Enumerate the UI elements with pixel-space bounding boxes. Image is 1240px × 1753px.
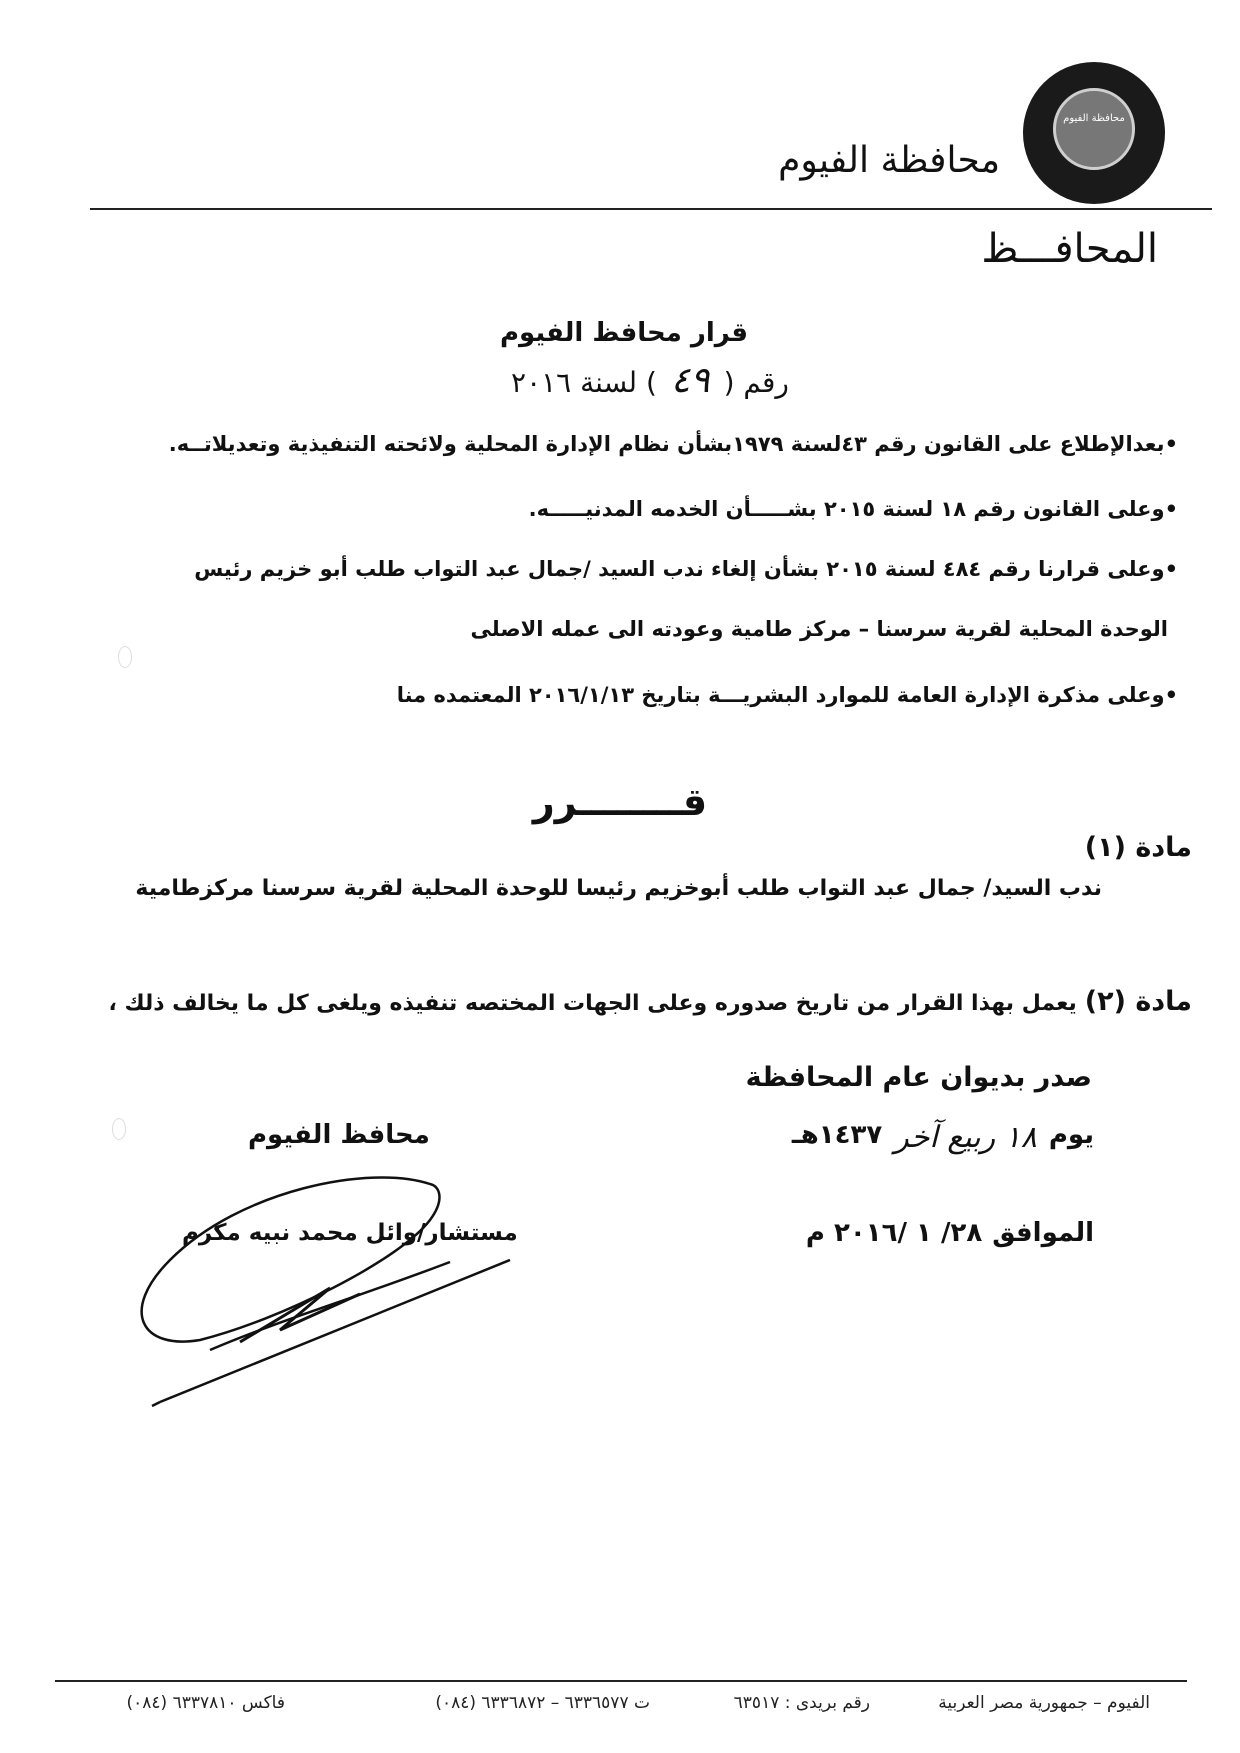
signatory-name: مستشار/وائل محمد نبيه مكرم xyxy=(182,1220,518,1246)
office-title: المحافـــظ xyxy=(981,226,1158,272)
hijri-year: ١٤٣٧هـ xyxy=(791,1120,883,1150)
governorate-seal-logo xyxy=(1023,62,1165,204)
handwritten-signature xyxy=(130,1170,530,1420)
scan-hole-mark xyxy=(118,646,132,668)
article-2-text: يعمل بهذا القرار من تاريخ صدوره وعلى الجهات المختصه تنفيذه ويلغى كل ما يخالف ذلك ، xyxy=(108,991,1077,1016)
decision-number-value: ٤٩ xyxy=(670,360,710,401)
footer-postal-code: رقم بريدى : ٦٣٥١٧ xyxy=(733,1693,870,1713)
decision-number-prefix: رقم ( xyxy=(723,366,789,399)
decision-number-suffix: ) لسنة ٢٠١٦ xyxy=(511,366,657,399)
decision-title: قرار محافظ الفيوم xyxy=(499,318,748,348)
footer-divider xyxy=(55,1680,1187,1682)
organization-name: محافظة الفيوم xyxy=(778,140,1000,181)
gregorian-value: ٢٨/ ١ /٢٠١٦ م xyxy=(805,1218,983,1248)
bullet-dot: • xyxy=(1164,432,1178,456)
preamble-item: •بعدالإطلاع على القانون رقم ٤٣لسنة ١٩٧٩بشأن نظام الإدارة المحلية ولائحته التنفيذية وتعديلاتــه. xyxy=(168,432,1178,456)
hijri-date xyxy=(792,1120,1094,1155)
article-1-text: ندب السيد/ جمال عبد التواب طلب أبوخزيم رئيسا للوحدة المحلية لقرية سرسنا مركزطامية xyxy=(135,876,1102,901)
decision-number xyxy=(480,360,820,401)
bullet-dot: • xyxy=(1164,683,1178,707)
seal-text: محافظة الفيوم xyxy=(1063,113,1125,124)
footer-address: الفيوم – جمهورية مصر العربية xyxy=(938,1693,1150,1713)
article-1-label: مادة (١) xyxy=(1084,832,1192,863)
signatory-title: محافظ الفيوم xyxy=(248,1120,430,1150)
scan-hole-mark xyxy=(112,1118,126,1140)
article-2-label: مادة (٢) xyxy=(1084,986,1192,1017)
footer-fax: فاكس ٦٣٣٧٨١٠ (٠٨٤) xyxy=(126,1693,285,1713)
bullet-dot: • xyxy=(1164,557,1178,581)
preamble-continuation: الوحدة المحلية لقرية سرسنا – مركز طامية وعودته الى عمله الاصلى xyxy=(470,617,1168,641)
decided-heading: قــــــــرر xyxy=(532,780,708,824)
preamble-item: •وعلى قرارنا رقم ٤٨٤ لسنة ٢٠١٥ بشأن إلغاء ندب السيد /جمال عبد التواب طلب أبو خزيم رئيس xyxy=(194,557,1178,581)
preamble-item: •وعلى مذكرة الإدارة العامة للموارد البشريـــة بتاريخ ٢٠١٦/١/١٣ المعتمده منا xyxy=(396,683,1178,707)
gregorian-date xyxy=(806,1218,1094,1248)
issued-at: صدر بديوان عام المحافظة xyxy=(745,1062,1092,1093)
seal-inner-emblem xyxy=(1053,88,1135,170)
bullet-dot: • xyxy=(1164,497,1178,521)
footer-phone: ت ٦٣٣٦٥٧٧ – ٦٣٣٦٨٧٢ (٠٨٤) xyxy=(435,1693,650,1713)
hijri-handwritten-date: ١٨ ربيع آخر xyxy=(894,1120,1037,1155)
article-2 xyxy=(108,986,1192,1017)
preamble-item: •وعلى القانون رقم ١٨ لسنة ٢٠١٥ بشـــــأن الخدمه المدنيـــــه. xyxy=(528,497,1178,521)
gregorian-label: الموافق xyxy=(992,1218,1094,1248)
header-divider xyxy=(90,208,1212,210)
day-label: يوم xyxy=(1048,1120,1094,1150)
